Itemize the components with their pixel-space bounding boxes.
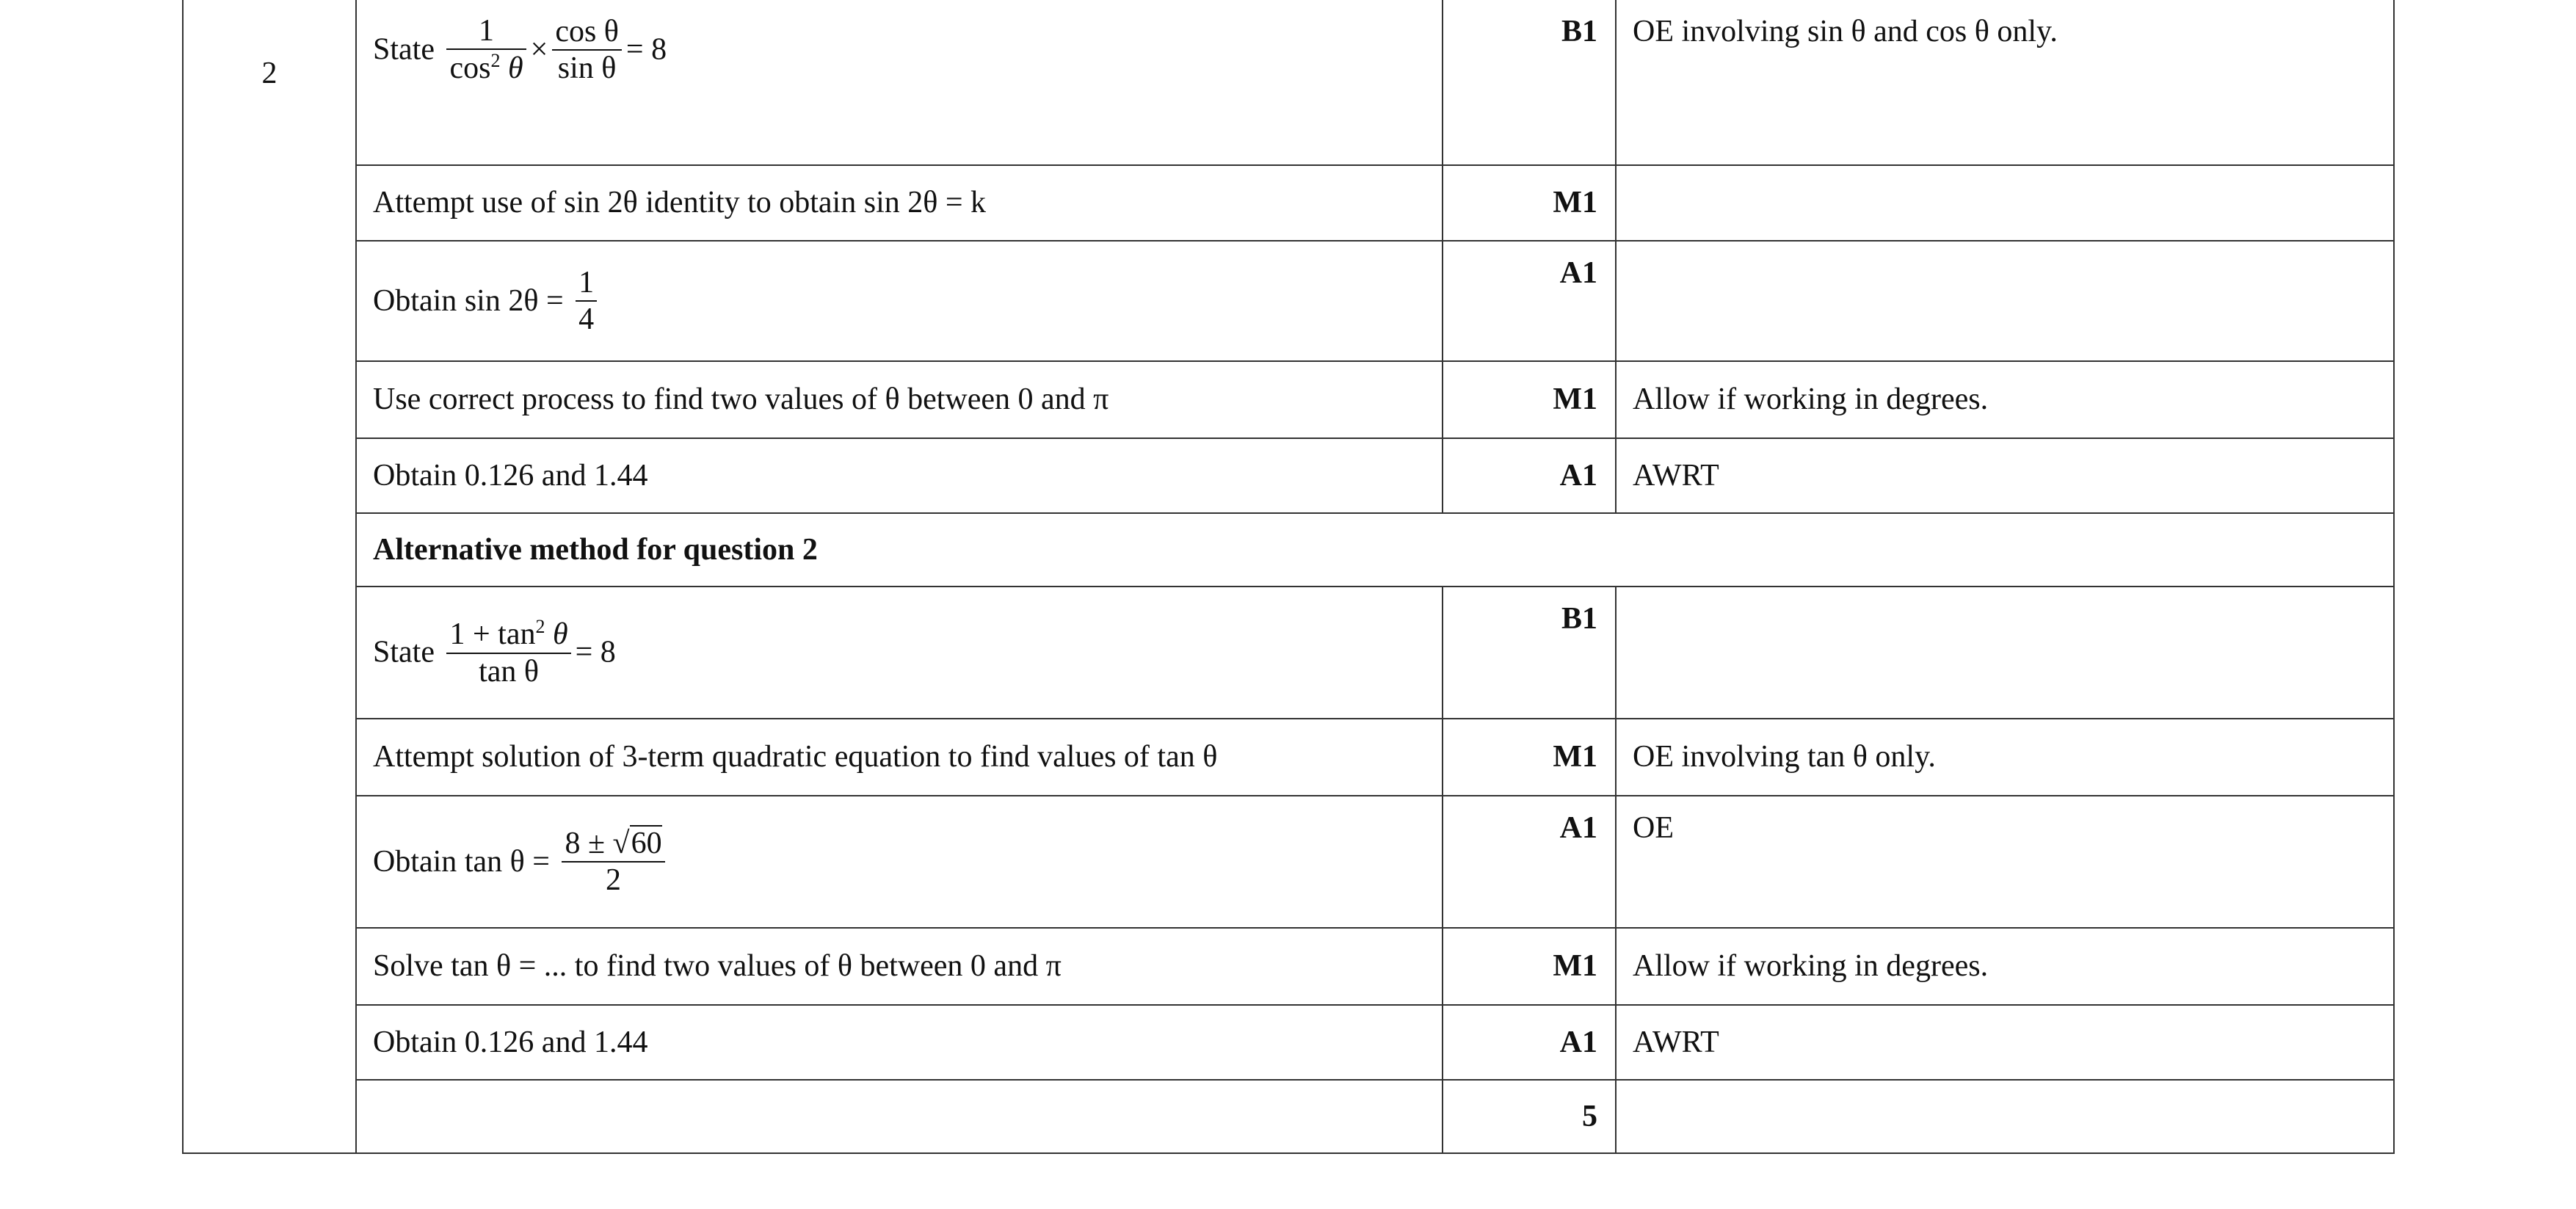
numerator <box>446 616 570 653</box>
numerator <box>562 826 664 863</box>
answer-cell-empty <box>356 1080 1443 1153</box>
guidance-cell <box>1616 241 2394 361</box>
table-row <box>183 719 2394 796</box>
guidance-cell: OE involving sin θ and cos θ only. <box>1616 0 2394 165</box>
num-power: 2 <box>535 616 545 638</box>
table-row <box>183 165 2394 241</box>
table-row <box>183 796 2394 928</box>
den-var: θ <box>507 51 523 86</box>
numerator: cos θ <box>552 14 622 51</box>
rhs: = 8 <box>575 635 616 669</box>
lhs: tan θ = <box>464 844 550 879</box>
lhs: sin 2θ = <box>464 283 564 318</box>
table-row <box>183 587 2394 719</box>
fraction <box>446 13 526 87</box>
denominator: tan θ <box>479 654 540 689</box>
mark-code: A1 <box>1443 1005 1616 1080</box>
answer-cell <box>356 587 1443 719</box>
num-var: θ <box>552 617 568 652</box>
guidance-cell-empty <box>1616 1080 2394 1153</box>
guidance-cell: Allow if working in degrees. <box>1616 928 2394 1005</box>
denominator <box>446 50 526 86</box>
answer-cell <box>356 241 1443 361</box>
table-row <box>183 1080 2394 1153</box>
guidance-cell: OE <box>1616 796 2394 928</box>
denominator: 4 <box>578 302 595 336</box>
answer-cell: Attempt solution of 3-term quadratic equation to find values of tan θ <box>356 719 1443 796</box>
mark-code: B1 <box>1443 0 1616 165</box>
mark-scheme-table <box>182 0 2395 1154</box>
denominator: sin θ <box>557 51 617 85</box>
numerator: 1 <box>576 265 597 302</box>
mark-code: A1 <box>1443 796 1616 928</box>
answer-cell <box>356 0 1443 165</box>
table-row <box>183 1005 2394 1080</box>
table-row <box>183 513 2394 587</box>
num-text: 8 ± <box>565 826 605 860</box>
guidance-cell: OE involving tan θ only. <box>1616 719 2394 796</box>
rhs: = 8 <box>625 32 667 67</box>
fraction <box>562 826 664 898</box>
table-row <box>183 241 2394 361</box>
fraction <box>576 265 597 338</box>
mark-code: A1 <box>1443 241 1616 361</box>
denominator: 2 <box>606 863 621 897</box>
sqrt-sign: √ <box>612 826 630 860</box>
total-mark: 5 <box>1443 1080 1616 1153</box>
mark-code: M1 <box>1443 719 1616 796</box>
fraction <box>552 14 622 87</box>
answer-cell: Attempt use of sin 2θ identity to obtain sin 2θ = k <box>356 165 1443 241</box>
table-row <box>183 928 2394 1005</box>
guidance-cell <box>1616 587 2394 719</box>
answer-cell: Solve tan θ = ... to find two values of θ between 0 and π <box>356 928 1443 1005</box>
sqrt-radicand: 60 <box>631 826 662 860</box>
mark-code: M1 <box>1443 165 1616 241</box>
mark-code: M1 <box>1443 928 1616 1005</box>
guidance-cell: AWRT <box>1616 1005 2394 1080</box>
answer-prefix: State <box>373 635 435 669</box>
answer-cell: Obtain 0.126 and 1.44 <box>356 438 1443 513</box>
guidance-cell <box>1616 165 2394 241</box>
answer-cell: Use correct process to find two values of θ between 0 and π <box>356 361 1443 438</box>
question-number: 2 <box>183 0 356 1153</box>
mark-code: A1 <box>1443 438 1616 513</box>
den-power: 2 <box>490 50 501 72</box>
times-sign: × <box>530 32 548 67</box>
table-row <box>183 361 2394 438</box>
num-text: 1 + tan <box>449 617 536 652</box>
fraction <box>446 616 570 689</box>
guidance-cell: AWRT <box>1616 438 2394 513</box>
answer-prefix: State <box>373 32 435 67</box>
mark-code: M1 <box>1443 361 1616 438</box>
answer-cell <box>356 796 1443 928</box>
table-row <box>183 438 2394 513</box>
answer-prefix: Obtain <box>373 844 457 879</box>
den-func: cos <box>449 51 491 86</box>
mark-code: B1 <box>1443 587 1616 719</box>
guidance-cell: Allow if working in degrees. <box>1616 361 2394 438</box>
answer-cell: Obtain 0.126 and 1.44 <box>356 1005 1443 1080</box>
alternative-method-heading: Alternative method for question 2 <box>356 513 2394 587</box>
answer-prefix: Obtain <box>373 283 457 318</box>
table-row <box>183 0 2394 165</box>
numerator: 1 <box>446 13 526 50</box>
